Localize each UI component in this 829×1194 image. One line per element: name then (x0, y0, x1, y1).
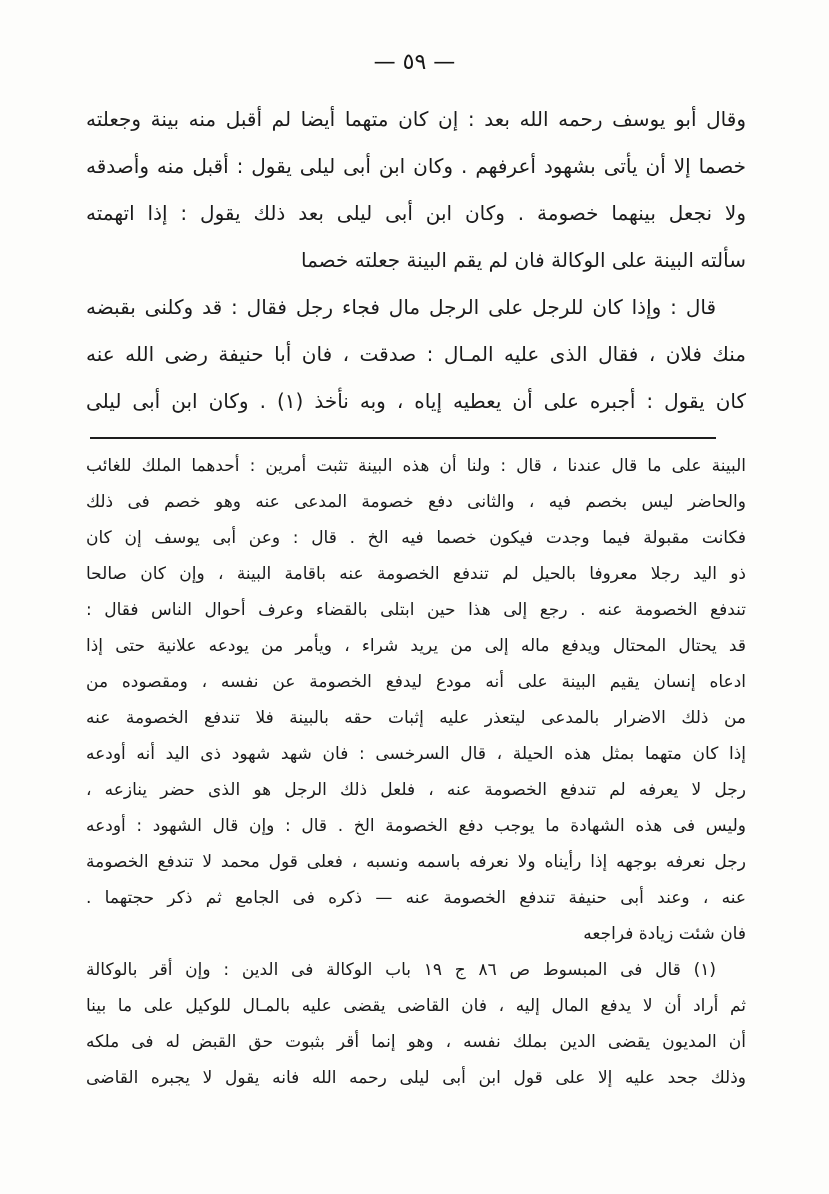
text-line: ثم أراد أن لا يدفع المال إليه ، فان القاضى يقضى عليه بالمـال للوكيل على ما بينا (86, 996, 746, 1016)
text-line: ولا نجعل بينهما خصومة . وكان ابن أبى ليلى بعد ذلك يقول : إذا اتهمته (86, 201, 746, 225)
text-line: رجل لا يعرفه لم تندفع الخصومة عنه ، فلعل ذلك الرجل هو الذى حضر ينازعه ، (86, 780, 746, 800)
text-line: كان يقول : أجبره على أن يعطيه إياه ، وبه نأخذ (١) . وكان ابن أبى ليلى (86, 389, 746, 413)
main-text (86, 96, 746, 425)
text-line: قال : وإذا كان للرجل على الرجل مال فجاء رجل فقال : قد وكلنى بقبضه (86, 295, 716, 319)
text-line: فان شئت زيادة فراجعه (583, 924, 746, 944)
text-line: (١) قال فى المبسوط ص ٨٦ ج ١٩ باب الوكالة فى الدين : وإن أقر بالوكالة (86, 960, 716, 980)
text-line: قد يحتال المحتال ويدفع ماله إلى من يريد شراء ، ويأمر من يودعه علانية حتى إذا (86, 636, 746, 656)
text-line: البينة على ما قال عندنا ، قال : ولنا أن هذه البينة تثبت أمرين : أحدهما الملك للغائب (86, 456, 746, 476)
text-line: وذلك جحد عليه إلا على قول ابن أبى ليلى رحمه الله فانه يقول لا يجبره القاضى (86, 1068, 746, 1088)
text-line: منك فلان ، فقال الذى عليه المـال : صدقت ، فان أبا حنيفة رضى الله عنه (86, 342, 746, 366)
page-number: — ٥٩ — (373, 50, 456, 75)
paragraph (86, 284, 746, 425)
text-line: ادعاه إنسان يقيم البينة على أنه مودع ليدفع الخصومة عن نفسه ، ومقصوده من (86, 672, 746, 692)
paragraph (86, 96, 746, 284)
text-line: سألته البينة على الوكالة فان لم يقم البينة جعلته خصما (300, 248, 746, 272)
text-line: فكانت مقبولة فيما وجدت فيكون خصما فيه الخ . قال : وعن أبى يوسف إن كان (86, 528, 746, 548)
text-line: خصما إلا أن يأتى بشهود أعرفهم . وكان ابن أبى ليلى يقول : أقبل منه وأصدقه (86, 154, 746, 178)
text-line: رجل نعرفه بوجهه إذا رأيناه ولا نعرفه باسمه ونسبه ، فعلى قول محمد لا تندفع الخصومة (86, 852, 746, 872)
footnote-separator (90, 437, 716, 439)
text-line: من ذلك الاضرار بالمدعى ليتعذر عليه إثبات حقه بالبينة فلا تندفع الخصومة عنه (86, 708, 746, 728)
text-line: إذا كان متهما بمثل هذه الحيلة ، قال السرخسى : فان شهد شهود ذى اليد أنه أودعه (86, 744, 746, 764)
paragraph (86, 448, 746, 952)
text-line: عنه ، وعند أبى حنيفة تندفع الخصومة عنه — ذكره فى الجامع ثم ذكر حجتهما . (86, 888, 746, 908)
text-line: وليس فى هذه الشهادة ما يوجب دفع الخصومة الخ . قال : وإن قال الشهود : أودعه (86, 816, 746, 836)
text-line: والحاضر ليس بخصم فيه ، والثانى دفع خصومة المدعى عنه وهو خصم فى ذلك (86, 492, 746, 512)
text-line: تندفع الخصومة عنه . رجع إلى هذا حين ابتلى بالقضاء وعرف أحوال الناس فقال : (86, 600, 746, 620)
text-line: ذو اليد رجلا معروفا بالحيل لم تندفع الخصومة عنه باقامة البينة ، وإن كان صالحا (86, 564, 746, 584)
footnote-text (86, 448, 746, 1096)
text-line: أن المديون يقضى الدين بملك نفسه ، وهو إنما أقر بثبوت حق القبض له فى ملكه (86, 1032, 746, 1052)
paragraph (86, 952, 746, 1096)
text-line: وقال أبو يوسف رحمه الله بعد : إن كان متهما أيضا لم أقبل منه بينة وجعلته (86, 107, 746, 131)
